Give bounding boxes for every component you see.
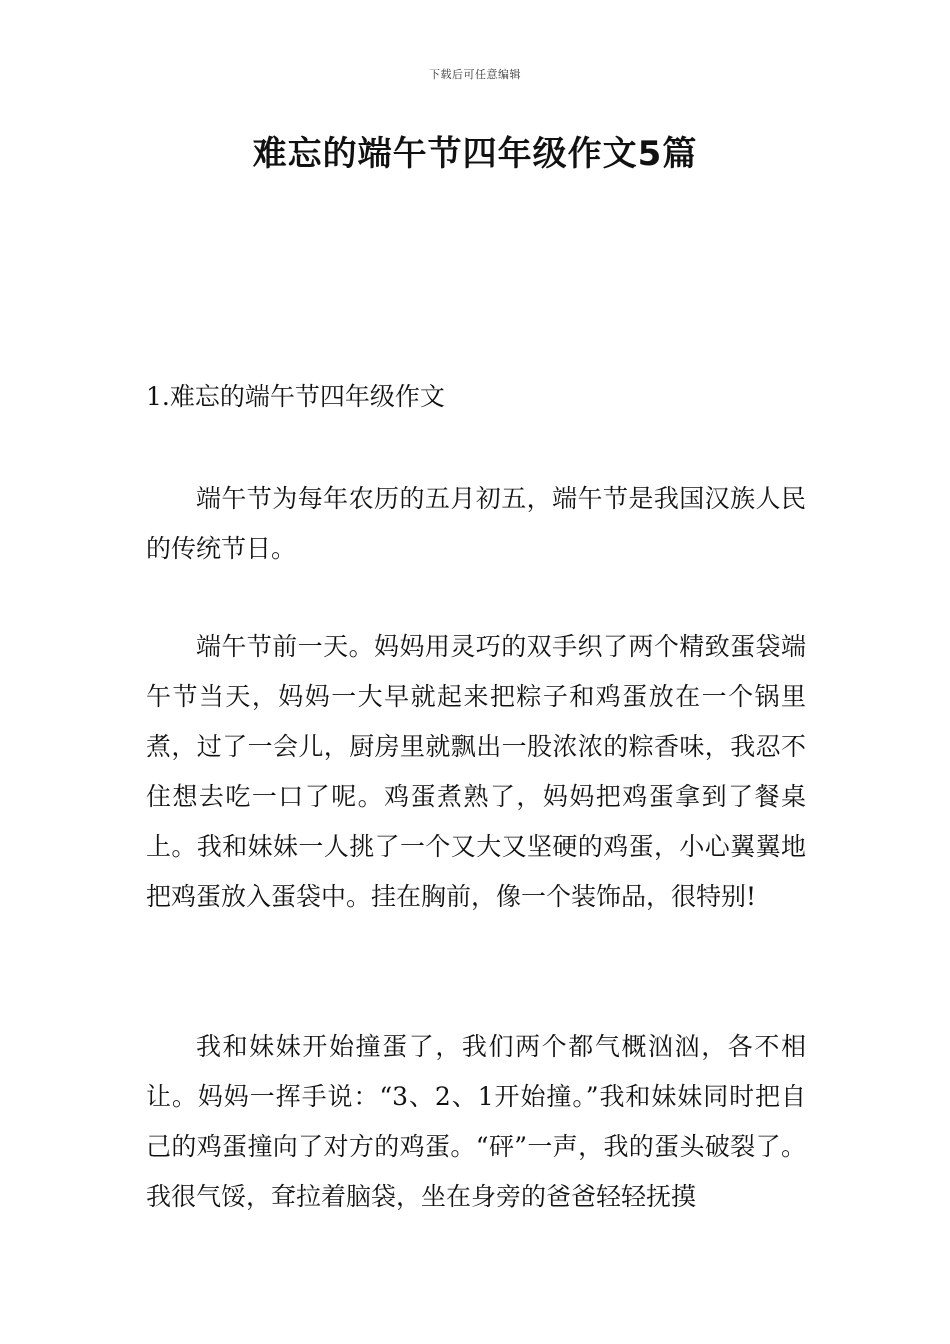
paragraph-1: 端午节为每年农历的五月初五，端午节是我国汉族人民的传统节日。 bbox=[146, 484, 806, 563]
document-title: 难忘的端午节四年级作文5篇 bbox=[252, 134, 698, 174]
section-heading: 1.难忘的端午节四年级作文 bbox=[146, 382, 445, 411]
paragraph-3: 我和妹妹开始撞蛋了，我们两个都气概汹汹，各不相让。妈妈一挥手说：“3、2、1开始撞。”我和妹妹同时把自己的鸡蛋撞向了对方的鸡蛋。“砰”一声，我的蛋头破裂了。我很气馁，耷拉着脑袋，坐在身旁的爸爸轻轻抚摸 bbox=[146, 1032, 806, 1211]
header-note: 下载后可任意编辑 bbox=[429, 68, 521, 81]
paragraph-2: 端午节前一天。妈妈用灵巧的双手织了两个精致蛋袋端午节当天，妈妈一大早就起来把粽子和鸡蛋放在一个锅里煮，过了一会儿，厨房里就飘出一股浓浓的粽香味，我忍不住想去吃一口了呢。鸡蛋煮熟了，妈妈把鸡蛋拿到了餐桌上。我和妹妹一人挑了一个又大又坚硬的鸡蛋，小心翼翼地把鸡蛋放入蛋袋中。挂在胸前，像一个装饰品，很特别! bbox=[146, 632, 806, 911]
